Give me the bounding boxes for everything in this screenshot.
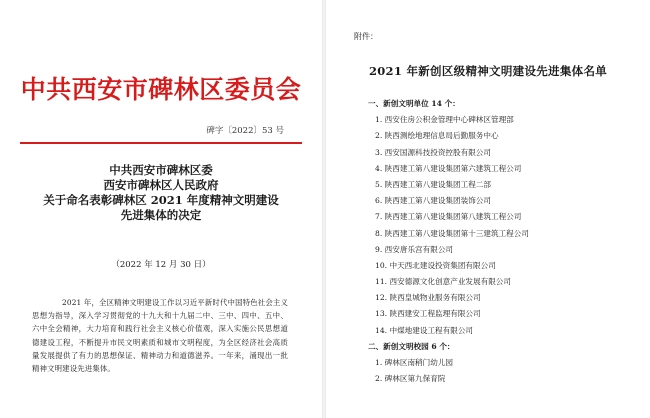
attachment-label: 附件： [354, 32, 378, 41]
list-item: 1. 碑林区南稍门幼儿园 [375, 358, 454, 367]
section-heading: 一、新创文明单位 14 个： [368, 99, 460, 108]
right-document-page [326, 0, 650, 418]
list-item: 10. 中天西北建设投资集团有限公司 [375, 260, 496, 270]
red-letterhead: 中共西安市碑林区委员会 [20, 75, 302, 104]
list-item: 7. 陕西建工第八建设集团第八建筑工程公司 [375, 212, 522, 222]
list-item: 6. 陕西建工第八建设集团装饰公司 [375, 196, 491, 206]
list-item: 9. 西安唐乐宫有限公司 [375, 244, 454, 254]
list-item: 1. 西安住房公积金管理中心碑林区管理部 [375, 115, 514, 125]
title-line: 西安市碑林区人民政府 [103, 178, 219, 192]
list-item: 3. 西安国源科技投资控股有限公司 [375, 147, 491, 157]
list-item: 4. 陕西建工第八建设集团第六建筑工程公司 [375, 163, 522, 173]
list-item: 14. 中煤地建设工程有限公司 [375, 325, 474, 335]
title-line: 关于命名表彰碑林区 2021 年度精神文明建设 [43, 193, 279, 207]
list-item: 12. 陕西皇城物业服务有限公司 [375, 293, 481, 303]
list-item: 13. 陕西建安工程监理有限公司 [375, 309, 481, 319]
body-paragraph: 2021 年，全区精神文明建设工作以习近平新时代中国特色社会主义思想为指导，深入学习贯彻党的十九大和十九届二中、三中、四中、五中、六中全会精神，大力培育和践行社会主义核心价值观，深入实施公民思想道德建设工程，不断提升市民文明素质和城市文明程度，为全区经济社会高质量发展提供了有力的思想保证、精神动力和道德滋养。一年来，涌现出一批精神文明建设先进集体。 [32, 298, 288, 374]
red-divider-line [20, 142, 302, 144]
list-title: 2021 年新创区级精神文明建设先进集体名单 [368, 64, 608, 78]
issue-date: （2022 年 12 月 30 日） [111, 260, 211, 270]
list-item: 2. 碑林区第九保育院 [375, 374, 446, 384]
list-item: 5. 陕西建工第八建设集团工程二部 [375, 179, 491, 189]
list-item: 2. 陕西测绘地理信息局后勤服务中心 [375, 131, 499, 141]
document-number: 碑字〔2022〕53 号 [206, 126, 284, 136]
honoree-list [368, 96, 529, 387]
left-document-page [0, 0, 322, 418]
list-item: 11. 西安德源文化创意产业发展有限公司 [375, 277, 511, 287]
decision-title [20, 163, 302, 223]
section-heading: 二、新创文明校园 6 个： [368, 341, 455, 351]
title-line: 中共西安市碑林区委 [109, 163, 213, 177]
title-line: 先进集体的决定 [120, 208, 202, 222]
list-item: 8. 陕西建工第八建设集团第十三建筑工程公司 [375, 228, 529, 238]
